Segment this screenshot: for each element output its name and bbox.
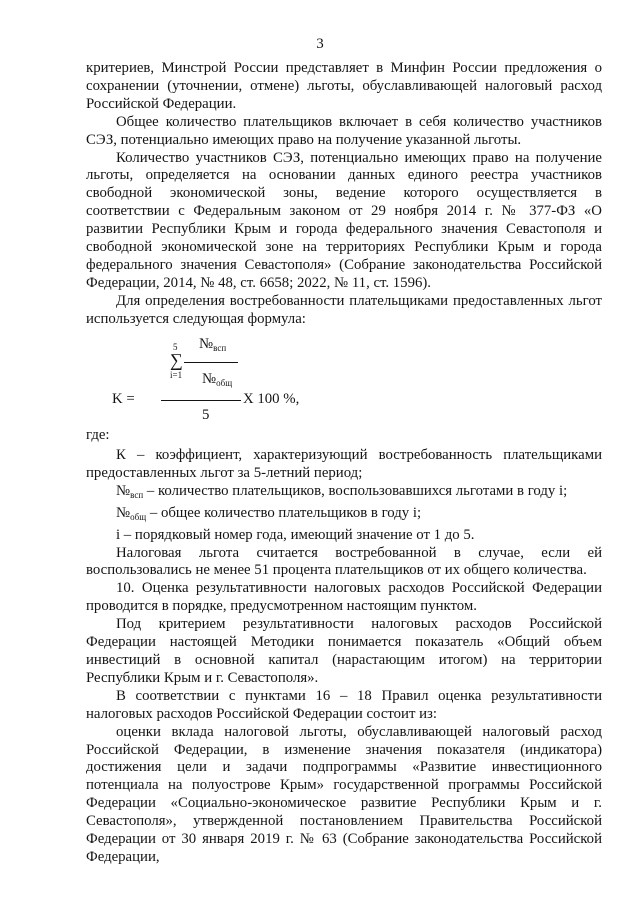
- formula-numerator: $№_{всп}$: [199, 336, 227, 353]
- text-block-top: [86, 60, 602, 329]
- paragraph-payers-count: Общее количество плательщиков включает в себя количество участников СЭЗ, потенциально имеющих право на получение указанной льготы.: [86, 113, 602, 148]
- inner-fraction-line: [184, 362, 238, 363]
- demand-formula: [86, 336, 386, 436]
- sum-lower-limit: i=1: [170, 370, 183, 380]
- paragraph-rules-reference: В соответствии с пунктами 16 – 18 Правил оценка результативности налоговых расходов Российской Федерации состоит из:: [86, 687, 602, 722]
- text-block-bottom: [86, 447, 602, 867]
- paragraph-section-10: 10. Оценка результативности налоговых расходов Российской Федерации проводится в порядке, предусмотренном настоящим пунктом.: [86, 580, 602, 615]
- definition-i: i – порядковый номер года, имеющий значение от 1 до 5.: [116, 526, 475, 543]
- paragraph-effectiveness-criterion: Под критерием результативности налоговых расходов Российской Федерации настоящей Методики понимается показатель «Общий объем инвестиций в основной капитал (нарастающим итогом) на территории Республики Крым и г. Севастополя».: [86, 616, 602, 686]
- formula-divisor: 5: [202, 407, 210, 423]
- paragraph-demand-threshold: Налоговая льгота считается востребованной в случае, если ей воспользовались не менее 51 процента плательщиков от их общего количества.: [86, 544, 602, 579]
- definition-k: К – коэффициент, характеризующий востребованность плательщиками предоставленных льгот за 5-летний период;: [86, 447, 602, 481]
- definition-obsh: $№_{общ}$ – общее количество плательщиков в году i;: [116, 504, 422, 522]
- sum-upper-limit: 5: [173, 342, 178, 352]
- page-number: 3: [316, 36, 324, 52]
- sum-symbol: ∑: [170, 350, 183, 370]
- where-label: где:: [86, 427, 110, 443]
- where-label-block: [86, 427, 602, 445]
- formula-denominator: $№_{общ}$: [202, 371, 233, 388]
- k-label: K =: [112, 391, 135, 407]
- outer-fraction-line: [161, 400, 241, 401]
- formula-multiplier: X 100 %,: [243, 391, 300, 407]
- definition-vsp: $№_{всп}$ – количество плательщиков, воспользовавшихся льготами в году i;: [116, 482, 568, 500]
- paragraph-contribution-assessment: оценки вклада налоговой льготы, обуславливающей налоговый расход Российской Федерации, в изменение значения показателя (индикатора) достижения цели и задачи подпрограммы «Развитие инвестиционного потенциала на полуострове Крым» государственной программы Российской Федерации «Социально-экономическое развитие Республики Крым и г. Севастополя», утвержденной постановлением Правительства Российской Федерации от 30 января 2019 г. № 63 (Собрание законодательства Российской Федерации,: [86, 723, 602, 865]
- paragraph-sez-participants: Количество участников СЭЗ, потенциально имеющих право на получение льготы, определяется на основании данных единого реестра участников свободной экономической зоны, ведение которого осуществляется в соответствии с Федеральным законом от 29 ноября 2014 г. № 377-ФЗ «О развитии Республики Крым и города федерального значения Севастополя и свободной экономической зоне на территориях Республики Крым и города федерального значения Севастополя» (Собрание законодательства Российской Федерации, 2014, № 48, ст. 6658; 2022, № 11, ст. 1596).: [86, 149, 602, 291]
- paragraph-continuation: критериев, Минстрой России представляет в Минфин России предложения о сохранении (уточнении, отмене) льготы, обуславливающей налоговый расход Российской Федерации.: [86, 60, 602, 112]
- paragraph-formula-intro: Для определения востребованности плательщиками предоставленных льгот используется следующая формула:: [86, 292, 602, 327]
